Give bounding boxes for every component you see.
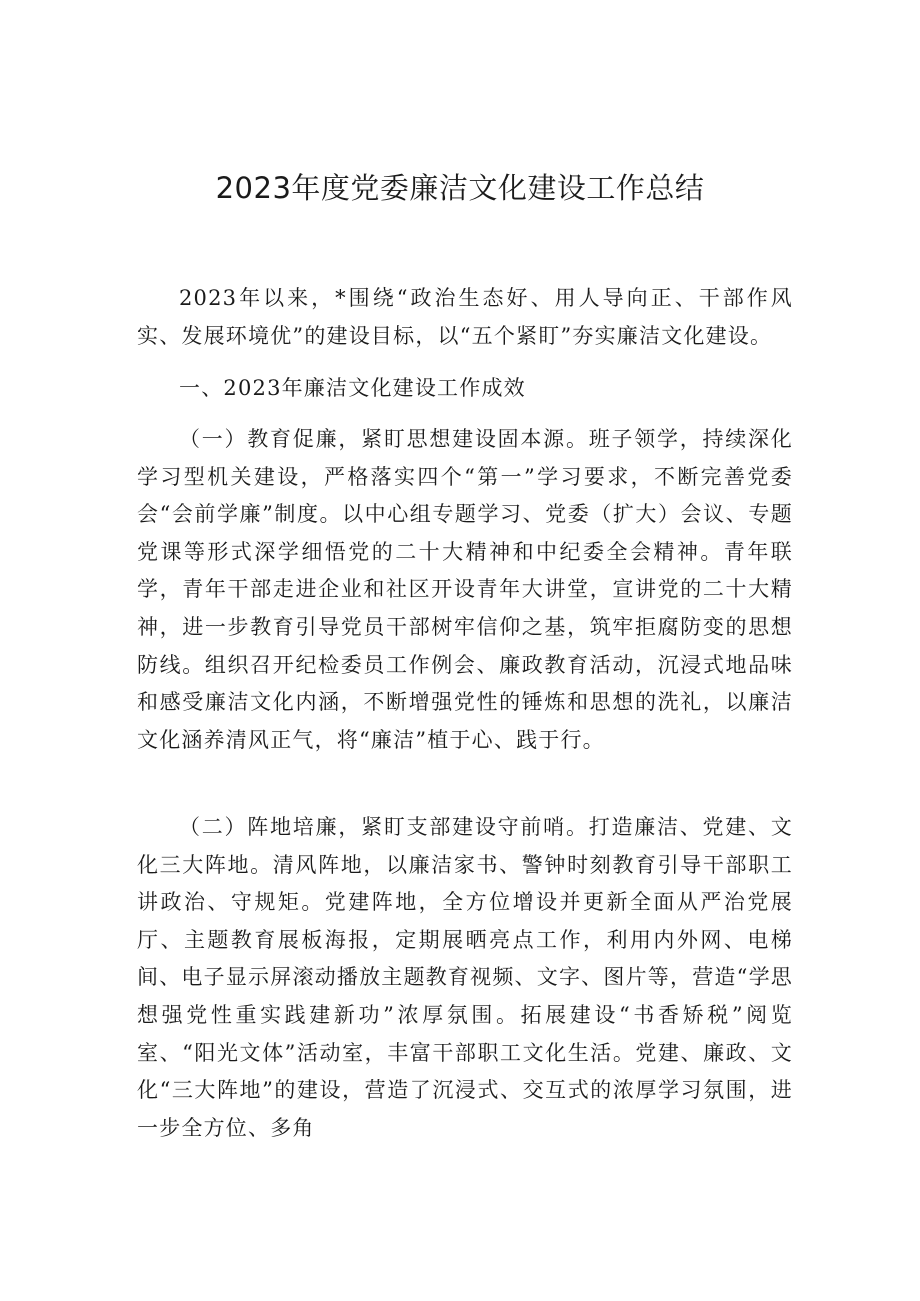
intro-paragraph: 2023年以来，*围绕“政治生态好、用人导向正、干部作风实、发展环境优”的建设目标，以“五个紧盯”夯实廉洁文化建设。 [137, 286, 793, 348]
paragraph-positions: （二）阵地培廉，紧盯支部建设守前哨。打造廉洁、党建、文化三大阵地。清风阵地，以廉洁家书、警钟时刻教育引导干部职工讲政治、守规矩。党建阵地，全方位增设并更新全面从严治党展厅、主题教育展板海报，定期展晒亮点工作，利用内外网、电梯间、电子显示屏滚动播放主题教育视频、文字、图片等，营造“学思想强党性重实践建新功”浓厚氛围。拓展建设“书香矫税”阅览室、“阳光文体”活动室，丰富干部职工文化生活。党建、廉政、文化“三大阵地”的建设，营造了沉浸式、交互式的浓厚学习氛围，进一步全方位、多角 [137, 815, 793, 1140]
section-heading-achievements: 一、2023年廉洁文化建设工作成效 [179, 376, 526, 400]
paragraph-education: （一）教育促廉，紧盯思想建设固本源。班子领学，持续深化学习型机关建设，严格落实四个“第一”学习要求，不断完善党委会“会前学廉”制度。以中心组专题学习、党委（扩大）会议、专题党课等形式深学细悟党的二十大精神和中纪委全会精神。青年联学，青年干部走进企业和社区开设青年大讲堂，宣讲党的二十大精神，进一步教育引导党员干部树牢信仰之基，筑牢拒腐防变的思想防线。组织召开纪检委员工作例会、廉政教育活动，沉浸式地品味和感受廉洁文化内涵，不断增强党性的锤炼和思想的洗礼，以廉洁文化涵养清风正气，将“廉洁”植于心、践于行。 [137, 427, 793, 752]
document-title: 2023年度党委廉洁文化建设工作总结 [215, 171, 705, 205]
